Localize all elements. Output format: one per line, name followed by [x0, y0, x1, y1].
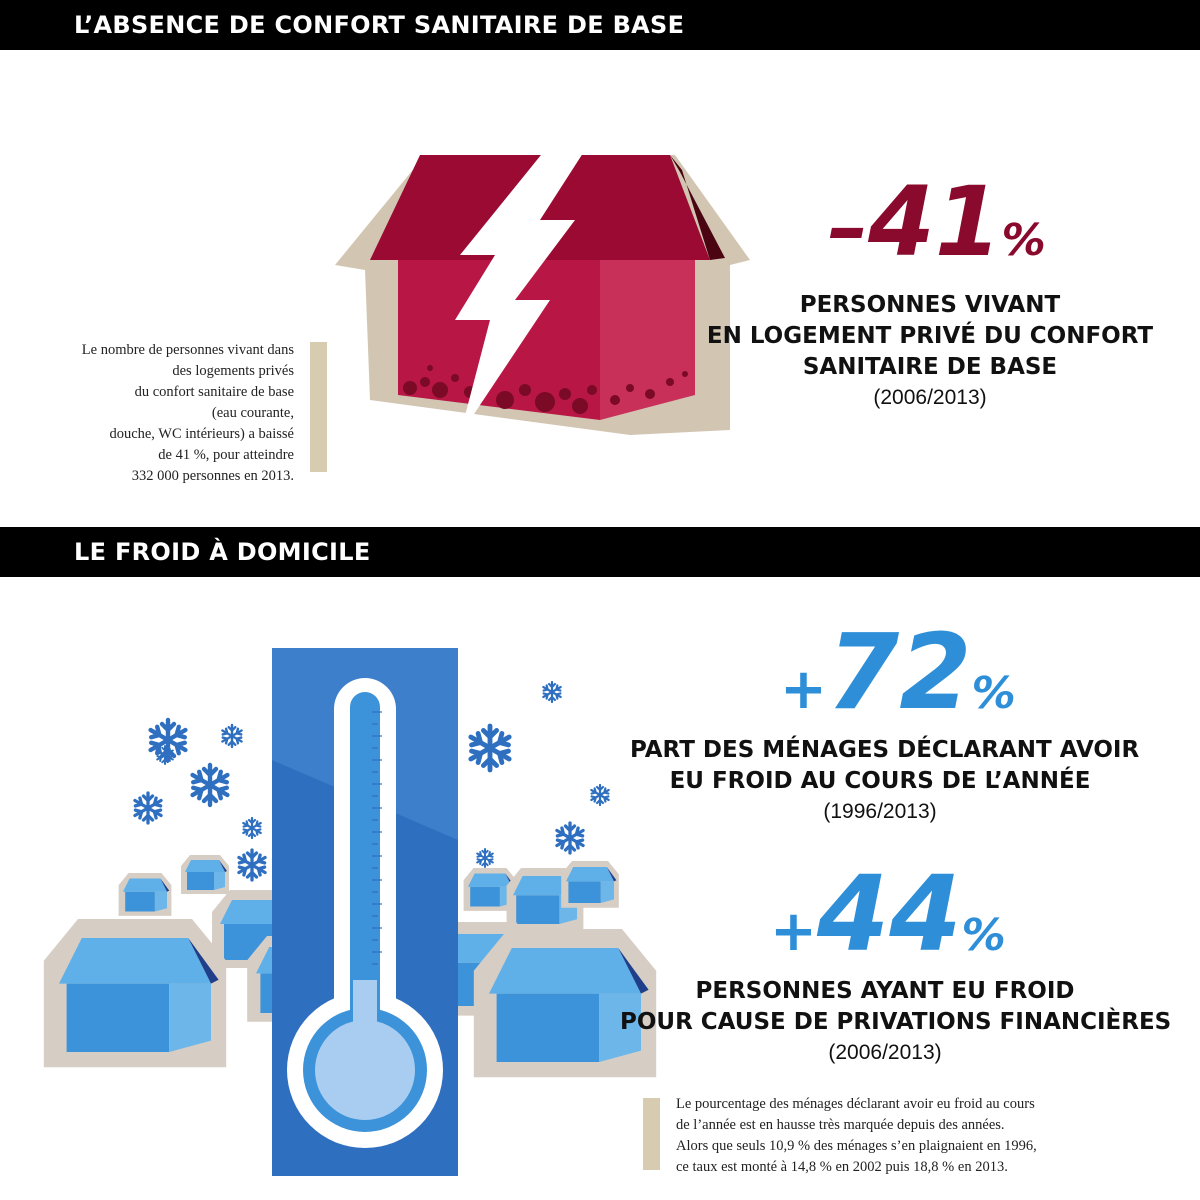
caption-line: EU FROID AU COURS DE L’ANNÉE [669, 768, 1091, 794]
stat-value: 44 [816, 853, 962, 975]
caption-froid-privations [620, 976, 1172, 1068]
note-line: Le pourcentage des ménages déclarant avoir eu froid au cours [676, 1096, 1035, 1112]
caption-line: PERSONNES VIVANT [799, 292, 1061, 318]
caption-froid-annee [630, 735, 1140, 827]
stat-value: 41 [868, 166, 1002, 278]
caption-period: (1996/2013) [823, 800, 937, 823]
note-sanitaire [20, 340, 294, 487]
caption-line: SANITAIRE DE BASE [802, 354, 1058, 380]
stat-moins-41 [828, 166, 1046, 278]
stat-sign: + [770, 899, 817, 964]
stat-plus-44 [770, 853, 1006, 975]
note-line: douche, WC intérieurs) a baissé [109, 426, 294, 442]
note-line: de 41 %, pour atteindre [158, 447, 294, 463]
stat-sign: – [828, 181, 868, 274]
note-line: des logements privés [172, 363, 294, 379]
note-line: ce taux est monté à 14,8 % en 2002 puis 18,8 % en 2013. [676, 1159, 1008, 1175]
caption-line: POUR CAUSE DE PRIVATIONS FINANCIÈRES [620, 1009, 1172, 1035]
note-line: Alors que seuls 10,9 % des ménages s’en plaignaient en 1996, [676, 1138, 1037, 1154]
note-line: du confort sanitaire de base [134, 384, 294, 400]
stat-value: 72 [826, 611, 972, 733]
caption-line: PERSONNES AYANT EU FROID [695, 978, 1075, 1004]
section-banner-sanitaire: L’ABSENCE DE CONFORT SANITAIRE DE BASE [0, 0, 1200, 50]
caption-line: PART DES MÉNAGES DÉCLARANT AVOIR [630, 737, 1140, 763]
snowy-village-icon [20, 640, 660, 1180]
stat-unit: % [961, 910, 1006, 961]
note-line: 332 000 personnes en 2013. [131, 468, 294, 484]
note-line: de l’année est en hausse très marquée depuis des années. [676, 1117, 1005, 1133]
note-accent-bar [310, 342, 327, 472]
note-accent-bar [643, 1098, 660, 1170]
caption-line: EN LOGEMENT PRIVÉ DU CONFORT [706, 323, 1154, 349]
stat-unit: % [1001, 215, 1046, 266]
stat-unit: % [971, 668, 1016, 719]
note-line: (eau courante, [211, 405, 294, 421]
stat-plus-72 [780, 611, 1016, 733]
caption-period: (2006/2013) [873, 386, 987, 409]
note-froid [676, 1094, 1176, 1178]
section-banner-froid: LE FROID À DOMICILE [0, 527, 1200, 577]
stat-sign: + [780, 657, 827, 722]
caption-period: (2006/2013) [828, 1041, 942, 1064]
house-lightning-icon [330, 150, 760, 440]
caption-sanitaire [700, 290, 1160, 413]
note-line: Le nombre de personnes vivant dans [81, 342, 294, 358]
